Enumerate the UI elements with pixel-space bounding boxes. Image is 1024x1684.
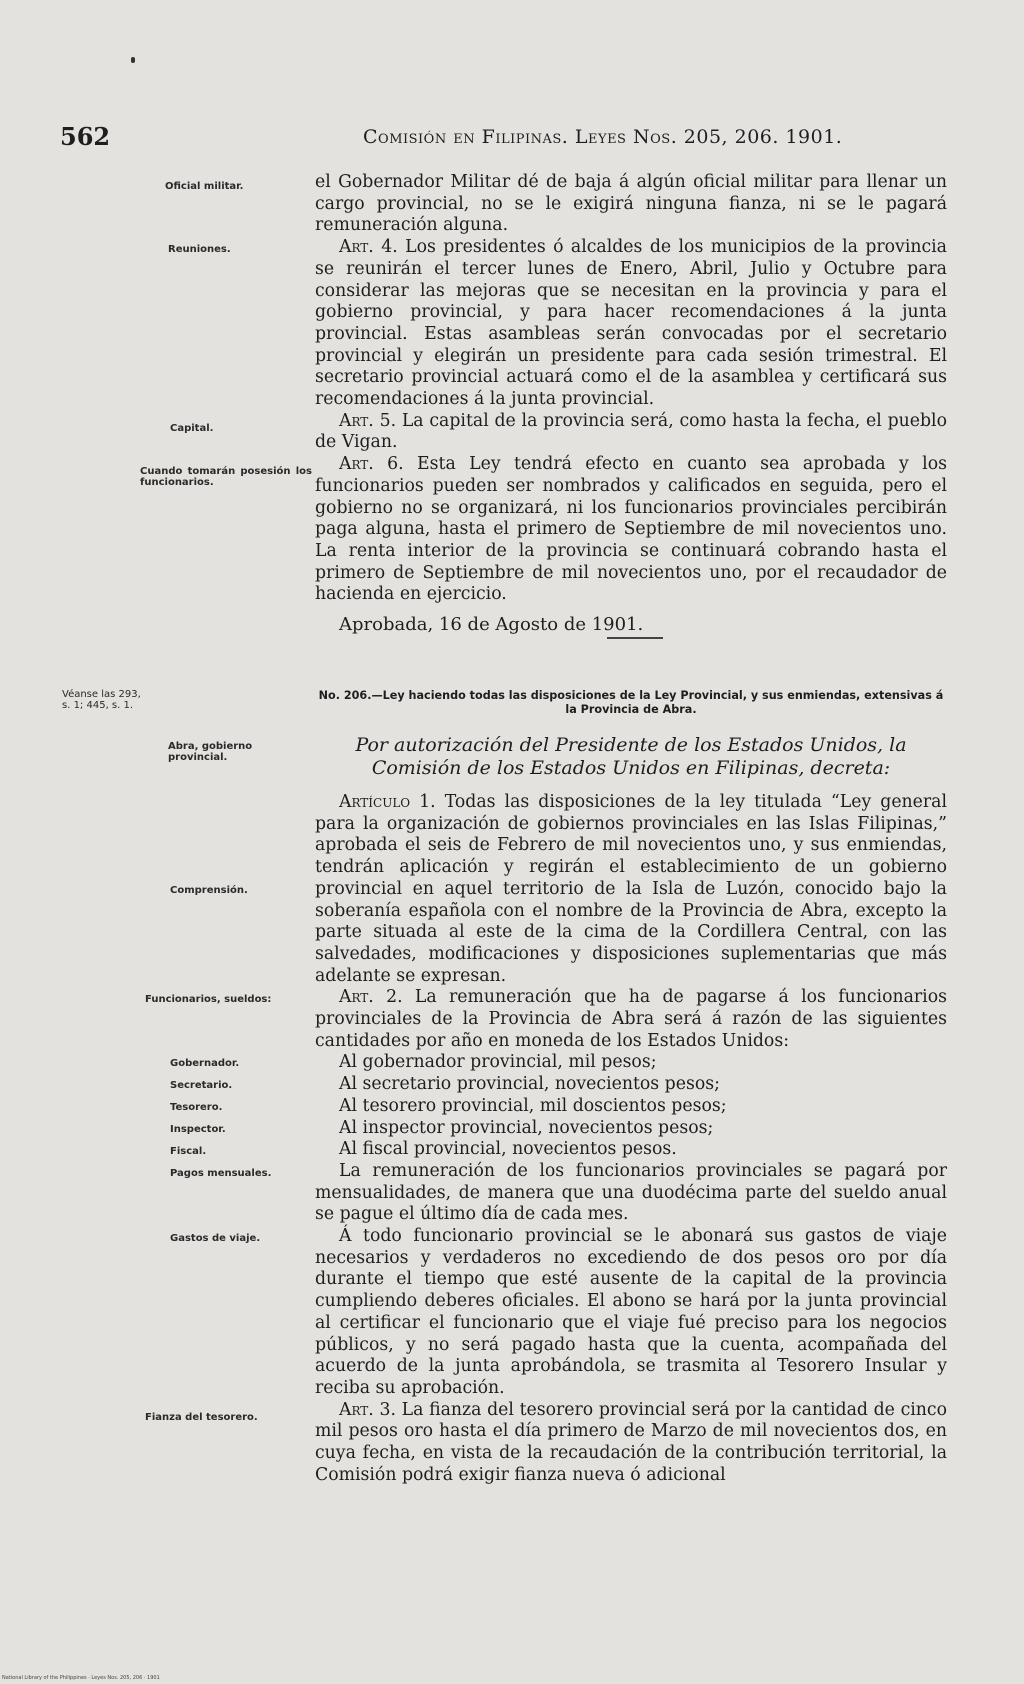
sidenote-veanse: Véanse las 293, s. 1; 445, s. 1. xyxy=(62,689,141,711)
sidenote-funcionarios-sueldos: Funcionarios, sueldos: xyxy=(145,994,272,1005)
article-5 xyxy=(315,411,947,454)
article-text: La remuneración que ha de pagarse á los funcionarios provinciales de la Provincia de Abra será á razón de las siguientes cantidades por año en moneda de los Estados Unidos: xyxy=(315,987,947,1051)
sidenote-comprension: Comprensión. xyxy=(170,885,248,896)
article-1 xyxy=(315,792,947,987)
law-206-section xyxy=(315,792,947,1487)
article-text: Todas las disposiciones de la ley titulada “Ley general para la organización de gobiernos provinciales en las Islas Filipinas,” aprobada el seis de Febrero de mil novecientos uno, y sus enmiendas, tendrán aplicación y regirán el establecimiento de un gobierno provincial en aquel territorio de la Isla de Luzón, conocido bajo la soberanía española con el nombre de la Provincia de Abra, excepto la parte situada al este de la cima de la Cordillera Central, con las salvedades, modificaciones y disposiciones suplementarias que más adelante se expresan. xyxy=(315,792,947,986)
article-label: Artículo 1. xyxy=(339,792,436,812)
article-label: Art. 3. xyxy=(339,1399,396,1420)
sidenote-capital: Capital. xyxy=(170,423,214,434)
salary-fiscal: Al fiscal provincial, novecientos pesos. xyxy=(339,1139,677,1160)
running-title: Comisión en Filipinas. Leyes Nos. 205, 206. 1901. xyxy=(363,126,843,148)
article-4 xyxy=(315,237,947,411)
article-label: Art. 5. xyxy=(339,410,397,431)
article-label: Art. 4. xyxy=(339,237,398,258)
approval-date: Aprobada, 16 de Agosto de 1901. xyxy=(339,614,644,636)
salary-secretario: Al secretario provincial, novecientos pesos; xyxy=(339,1074,720,1095)
sidenote-abra: Abra, gobierno provincial. xyxy=(168,741,253,763)
article-2 xyxy=(315,987,947,1052)
page-number: 562 xyxy=(60,122,111,151)
law-205-section xyxy=(315,172,947,636)
sidenote-tesorero: Tesorero. xyxy=(170,1102,223,1113)
paragraph-oficial-militar: el Gobernador Militar dé de baja á algún oficial militar para llenar un cargo provincial, no se le exigirá ninguna fianza, ni se le pagará remuneración alguna. xyxy=(315,172,947,236)
paragraph-pagos-mensuales: La remuneración de los funcionarios provinciales se pagará por mensualidades, de manera que una duodécima parte del sueldo anual se pague el último día de cada mes. xyxy=(315,1160,947,1225)
law-206-enacting-clause: Por autorización del Presidente de los Estados Unidos, la Comisión de los Estados Unidos en Filipinas, decreta: xyxy=(355,734,907,779)
article-label: Art. 2. xyxy=(339,987,403,1008)
salary-inspector: Al inspector provincial, novecientos pesos; xyxy=(339,1117,714,1138)
sidenote-secretario: Secretario. xyxy=(170,1080,233,1091)
page-header xyxy=(60,122,900,152)
article-6 xyxy=(315,454,947,606)
article-text: La capital de la provincia será, como hasta la fecha, el pueblo de Vigan. xyxy=(315,410,947,453)
salary-gobernador: Al gobernador provincial, mil pesos; xyxy=(339,1052,657,1073)
article-text: La fianza del tesorero provincial será por la cantidad de cinco mil pesos oro hasta el día primero de Marzo de mil novecientos dos, en cuya fecha, en vista de la recaudación de la contribución territorial, la Comisión podrá exigir fianza nueva ó adicional xyxy=(315,1399,947,1485)
sidenote-fiscal: Fiscal. xyxy=(170,1146,207,1157)
sidenote-inspector: Inspector. xyxy=(170,1124,226,1135)
law-206-heading: No. 206.—Ley haciendo todas las disposiciones de la Ley Provincial, y sus enmiendas, extensivas á la Provincia de Abra. xyxy=(318,689,944,716)
paragraph-gastos-viaje: Á todo funcionario provincial se le abonará sus gastos de viaje necesarios y verdaderos no excediendo de dos pesos oro por día durante el tiempo que esté ausente de la capital de la provincia cumpliendo deberes oficiales. El abono se hará por la junta provincial al certificar el funcionario que el viaje fué preciso para los negocios públicos, y no será pagado hasta que la cuenta, acompañada del acuerdo de la junta aprobándola, se trasmita al Tesorero Insular y reciba su aprobación. xyxy=(315,1226,947,1398)
ink-mark xyxy=(131,57,135,63)
scan-credit: National Library of the Philippines · Leyes Nos. 205, 206 · 1901 xyxy=(2,1675,160,1681)
sidenote-pagos-mensuales: Pagos mensuales. xyxy=(170,1168,272,1179)
sidenote-fianza-tesorero: Fianza del tesorero. xyxy=(145,1412,258,1423)
section-divider xyxy=(607,637,663,639)
sidenote-oficial-militar: Oficial militar. xyxy=(165,181,244,192)
salary-tesorero: Al tesorero provincial, mil doscientos pesos; xyxy=(339,1095,727,1116)
sidenote-gastos-viaje: Gastos de viaje. xyxy=(170,1233,261,1244)
sidenote-cuando-tomaran: Cuando tomarán posesión los funcionarios. xyxy=(140,466,312,488)
article-3 xyxy=(315,1400,947,1487)
article-text: Esta Ley tendrá efecto en cuanto sea aprobada y los funcionarios pueden ser nombrados y calificados en seguida, pero el gobierno no se organizará, ni los funcionarios provinciales percibirán paga alguna, hasta el primero de Septiembre de mil novecientos uno. La renta interior de la provincia se continuará cobrando hasta el primero de Septiembre de mil novecientos uno, por el recaudador de hacienda en ejercicio. xyxy=(315,454,947,605)
article-label: Art. 6. xyxy=(339,454,404,475)
sidenote-reuniones: Reuniones. xyxy=(168,244,231,255)
sidenote-gobernador: Gobernador. xyxy=(170,1058,240,1069)
article-text: Los presidentes ó alcaldes de los municipios de la provincia se reunirán el tercer lunes de Enero, Abril, Julio y Octubre para considerar las mejoras que se necesitan en la provincia y para el gobierno provincial, y para hacer recomendaciones á la junta provincial. Estas asambleas serán convocadas por el secretario provincial y elegirán un presidente para cada sesión trimestral. El secretario provincial actuará como el de la asamblea y certificará sus recomendaciones á la junta provincial. xyxy=(315,237,947,410)
